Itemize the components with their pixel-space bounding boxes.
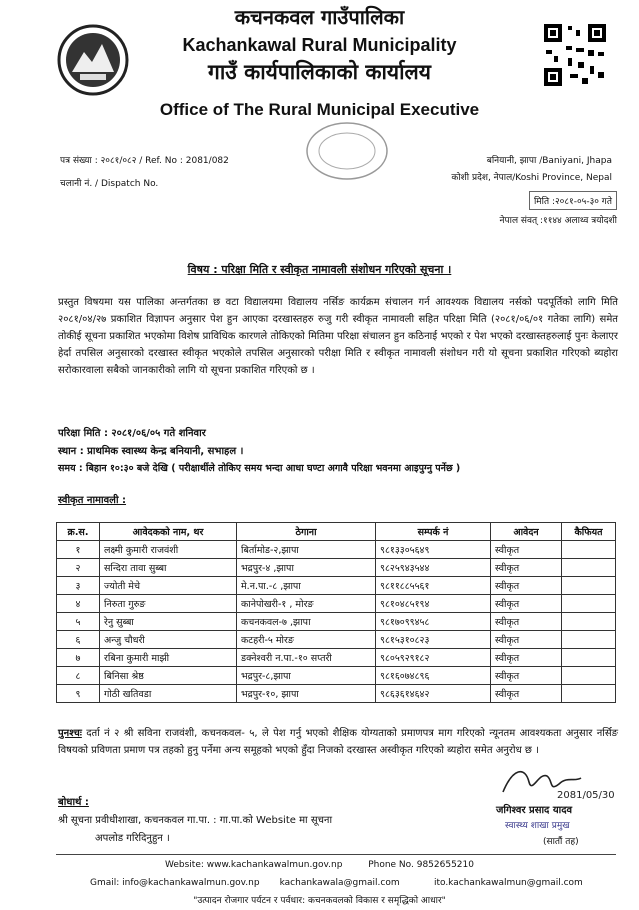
cell-address: बिर्तामोड-२,झापा [237, 541, 376, 559]
footer-emails [90, 878, 583, 888]
bodhartha-line-2: अपलोड गरिदिनुहुन । [95, 833, 170, 844]
column-header-name: आवेदकको नाम, थर [100, 523, 237, 541]
cell-name: अन्जु चौधरी [100, 631, 237, 649]
cell-remarks [562, 667, 616, 685]
cell-name: ज्योती मेचे [100, 577, 237, 595]
exam-place: स्थान : प्राथमिक स्वास्थ्य केन्द्र बनियानी, सभाहल । [58, 446, 244, 457]
cell-remarks [562, 631, 616, 649]
office-name-np: गाउँ कार्यपालिकाको कार्यालय [208, 60, 431, 84]
reference-number: पत्र संख्या : २०८१/०८२ / Ref. No : 2081/082 [60, 156, 229, 166]
cell-address: भद्रपुर-४ ,झापा [237, 559, 376, 577]
footer-gmail: Gmail: info@kachankawalmun.gov.np [90, 878, 260, 888]
cell-status: स्वीकृत [491, 595, 562, 613]
exam-time: समय : बिहान १०:३० बजे देखि ( परीक्षार्थीले तोकिए समय भन्दा आधा घण्टा अगावै परिक्षा भवनमा आइपुग्नु पर्नेछ ) [58, 463, 461, 474]
column-header-contact: सम्पर्क नं [376, 523, 491, 541]
cell-serial: ८ [57, 667, 100, 685]
cell-serial: २ [57, 559, 100, 577]
municipality-name-en: Kachankawal Rural Municipality [182, 35, 457, 55]
cell-remarks [562, 595, 616, 613]
dispatch-number: चलानी नं. / Dispatch No. [60, 179, 159, 189]
approved-applicants-table [56, 522, 616, 703]
table-row [57, 649, 616, 667]
cell-name: रेनु सुब्बा [100, 613, 237, 631]
cell-status: स्वीकृत [491, 559, 562, 577]
cell-contact: ९८१५३१०८२३ [376, 631, 491, 649]
cell-status: स्वीकृत [491, 631, 562, 649]
column-header-application: आवेदन [491, 523, 562, 541]
address-line-1: बनियानी, झापा /Baniyani, Jhapa [486, 156, 612, 166]
cell-remarks [562, 559, 616, 577]
cell-contact: ९८१६०७४८९६ [376, 667, 491, 685]
cell-serial: ७ [57, 649, 100, 667]
bodhartha-label: बोधार्थ : [58, 797, 89, 808]
exam-date: परिक्षा मिति : २०८१/०६/०५ गते शनिवार [58, 428, 206, 439]
cell-remarks [562, 541, 616, 559]
cell-address: कचनकवल-७ ,झापा [237, 613, 376, 631]
table-header-row [57, 523, 616, 541]
bodhartha-line-1: श्री सूचना प्रवीधीशाखा, कचनकवल गा.पा. : गा.पा.को Website मा सूचना [58, 815, 333, 826]
cell-status: स्वीकृत [491, 613, 562, 631]
cell-contact: ९८११८८५५६१ [376, 577, 491, 595]
postscript-note [58, 725, 618, 759]
postscript-label: पुनश्चः [58, 728, 82, 739]
cell-contact: ९८१३३०५६४९ [376, 541, 491, 559]
table-row [57, 541, 616, 559]
cell-serial: ६ [57, 631, 100, 649]
cell-name: रबिना कुमारी माझी [100, 649, 237, 667]
cell-contact: ९८२५९४३५४४ [376, 559, 491, 577]
column-header-address: ठेगाना [237, 523, 376, 541]
cell-contact: ९८१७०९९४५८ [376, 613, 491, 631]
cell-name: गोठी खतिवडा [100, 685, 237, 703]
table-row [57, 613, 616, 631]
table-row [57, 667, 616, 685]
body-paragraph: प्रस्तुत विषयमा यस पालिका अन्तर्गतका छ वटा विद्यालयमा विद्यालय नर्सिङ कार्यक्रम संचालन गर्न आवश्यक विद्यालय नर्सको पदपूर्तिको लागि मिति २०८१/०४/२७ प्रकाशित विज्ञापन अनुसार पेश हुन आएका दरखास्तहरु रुजु गरी स्वीकृत नामावली सहित परिक्षा मिति (२०८१/०६/०१ गतेका लागि) समेत तोकीई सूचना प्रकाशित भएकोमा विशेष प्राविधिक कारणले तोकिएको मितिमा परिक्षा संचालन हुन कठिनाई भएको र पेश भएको दरखास्तहरुलाई पुनः केलाएर हेर्दा तपसिल अनुसारको दरखास्त स्वीकृत भएकोले तपसिल अनुसारको परीक्षा मिति र स्वीकृत नामावली संशोधन गरी यो सूचना प्रकाशित गरिएको ब्यहोरा सरोकारवाला सबैको जानकारीको लागि यो सूचना प्रकाशित गरिएको छ । [58, 297, 618, 376]
cell-contact: ९८६३६१४६४२ [376, 685, 491, 703]
column-header-remarks: कैफियत [562, 523, 616, 541]
footer-website-phone [0, 860, 639, 870]
signatory-name: जगिश्वर प्रसाद यादव [496, 805, 573, 816]
cell-remarks [562, 577, 616, 595]
cell-name: सन्दिरा तावा सुब्बा [100, 559, 237, 577]
cell-name: लक्ष्मी कुमारी राजवंशी [100, 541, 237, 559]
table-row [57, 631, 616, 649]
cell-contact: ९८१०४८५१९४ [376, 595, 491, 613]
footer-email-2: kachankawala@gmail.com [279, 878, 400, 888]
office-seal-stamp [292, 118, 402, 184]
cell-status: स्वीकृत [491, 667, 562, 685]
cell-status: स्वीकृत [491, 649, 562, 667]
cell-serial: ३ [57, 577, 100, 595]
cell-address: भद्रपुर-८,झापा [237, 667, 376, 685]
table-row [57, 577, 616, 595]
office-name-en: Office of The Rural Municipal Executive [159, 100, 480, 119]
handwritten-signature [495, 762, 615, 802]
cell-serial: १ [57, 541, 100, 559]
cell-status: स्वीकृत [491, 577, 562, 595]
postscript-text: दर्ता नं २ श्री सविना राजवंशी, कचनकवल- ५, ले पेश गर्नु भएको शैक्षिक योग्यताको प्रमाणपत्र माग गरिएको न्यूनतम आवश्यकता अनुसार नर्सिङ विषयको प्रविणता प्रमाण पत्र तहको हुनु पर्नेमा अन्य समूहको भएको हुँदा निजको दरखास्त अस्वीकृत गरिएको ब्यहोरा समेत अनुरोध छ । [58, 728, 618, 756]
cell-address: मे.न.पा.-८ ,झापा [237, 577, 376, 595]
cell-serial: ५ [57, 613, 100, 631]
cell-serial: ४ [57, 595, 100, 613]
subject-text: विषय : परिक्षा मिति र स्वीकृत नामावली संशोधन गरिएको सूचना । [187, 263, 452, 276]
cell-address: कानेपोखरी-१ , मोरङ [237, 595, 376, 613]
cell-address: डक्नेश्वरी न.पा.-१० सप्तरी [237, 649, 376, 667]
cell-remarks [562, 649, 616, 667]
approved-list-title: स्वीकृत नामावली : [58, 495, 127, 506]
subject-line [0, 262, 639, 277]
cell-remarks [562, 685, 616, 703]
cell-serial: ९ [57, 685, 100, 703]
footer-website: Website: www.kachankawalmun.gov.np [165, 860, 343, 870]
signature-date: 2081/05/30 [557, 790, 615, 801]
column-header-serial: क्र.स. [57, 523, 100, 541]
signatory-level: (सातौं तह) [543, 837, 579, 847]
address-line-2: कोशी प्रदेश, नेपाल/Koshi Province, Nepal [451, 173, 612, 183]
nepal-sambat-date: नेपाल संवत् :११४४ अलाथ्व त्रयोदशी [499, 216, 617, 226]
cell-address: कटहरी-५ मोरङ [237, 631, 376, 649]
table-row [57, 685, 616, 703]
cell-status: स्वीकृत [491, 541, 562, 559]
signatory-title: स्वास्थ्य शाखा प्रमुख [505, 821, 570, 831]
cell-contact: ९८०५९२९१८२ [376, 649, 491, 667]
date-box: मिति :२०८१-०५-३० गते [529, 191, 617, 210]
footer-divider [56, 854, 616, 855]
municipality-name-np: कचनकवल गाउँपालिका [234, 5, 405, 29]
footer-slogan: "उत्पादन रोजगार पर्यटन र पर्वधार: कचनकवलको विकास र समृद्धिको आधार" [193, 896, 446, 906]
cell-name: बिनिसा श्रेष्ठ [100, 667, 237, 685]
table-row [57, 595, 616, 613]
cell-address: भद्रपुर-१०, झापा [237, 685, 376, 703]
table-row [57, 559, 616, 577]
footer-email-3: ito.kachankawalmun@gmail.com [433, 878, 583, 888]
cell-name: निरुता गुरुङ [100, 595, 237, 613]
cell-status: स्वीकृत [491, 685, 562, 703]
cell-remarks [562, 613, 616, 631]
footer-phone: Phone No. 9852655210 [368, 860, 474, 870]
